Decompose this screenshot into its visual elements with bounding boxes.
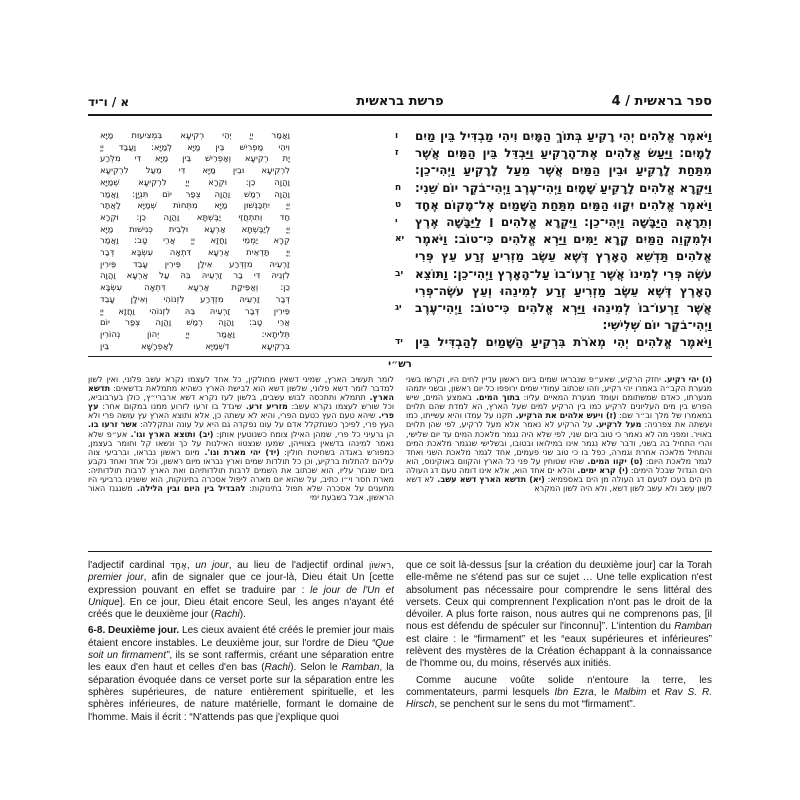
rashi-text: שהיו שטוחין על פני כל הארץ והקוום באוקינוס, הוא הים הגדול שבכל הימים: xyxy=(406,456,712,475)
header-rule xyxy=(88,114,712,116)
verse-number: יא xyxy=(395,234,405,245)
french-text-segment: que ce soit là-dessus [sur la création du deuxième jour] car la Torah elle-même ne s'étend pas sur ce sujet … Une telle explication n'est absolument pas nécessaire pour comprendre le sens littéral des versets. Ceux qui comprennent l'explication n'ont pas le droit de la dévoiler. A plus forte raison, nous autres qui ne comprenons pas, [il nous est défendu de spéculer sur l'inconnu]”. L'intention du xyxy=(406,560,712,633)
targum-line: יְיָ לְיַבֶּשְׁתָּא אַרְעָא וּלְבֵית כְּנִישׁוּת מַיָּא xyxy=(100,224,290,235)
torah-verse-text: עֹשֶׂה פְּרִי לְמִינוֹ אֲשֶׁר זַרְעוֹ־בוֹ עַל־הָאָרֶץ וַיְהִי־כֵן: וַתּוֹצֵא xyxy=(415,266,712,281)
rashi-text: באמצע המים, שיש הפרש בין מים העליונים לרקיע כמו בין הרקיע למים שעל הארץ, הא למדת שהם תלוים במאמרו של מלך וב״ר שם: xyxy=(406,393,712,421)
rashi-lemma: מזריע זרע. xyxy=(241,402,288,412)
french-text-segment: “Que soit un firmament” xyxy=(88,637,394,662)
torah-verse-text: אֲשֶׁר זַרְעוֹ־בוֹ לְמִינֵהוּ וַיַּרְא אֱלֹהִים כִּי־טוֹב: וַיְהִי־עֶרֶב xyxy=(415,301,712,316)
rashi-lemma: להבדיל בין היום ובין הלילה. xyxy=(132,484,246,494)
torah-verse-text: וּלְמִקְוֵה הַמַּיִם קָרָא יַמִּים וַיַּרְא אֱלֹהִים כִּי־טוֹב: וַיֹּאמֶר xyxy=(415,232,712,247)
rashi-lemma: (יא) תדשא הארץ דשא עשב. xyxy=(434,475,545,485)
rashi-text: לא דשא לשון עשב ולא עשב לשון דשא, ולא היה לשון המקרא xyxy=(406,475,712,494)
targum-line: יְיָ יִתְכַּנְּשׁוּן מַיָּא מִתְּחוֹת שְׁמַיָּא לַאֲתַר xyxy=(100,201,290,212)
torah-line xyxy=(391,231,712,248)
parsha-title: פרשת בראשית xyxy=(356,94,444,109)
targum-line: דְּבַר זַרְעֵיהּ מִזְדְּרַע לִזְנוֹהִי וְאִילָן עָבֵד xyxy=(100,294,290,305)
targum-line: וַאֲמַר יְיָ יְהֵי רְקִיעָא בִּמְצִיעוּת מַיָּא xyxy=(100,131,290,141)
hebrew-inline-word: אֶחָד xyxy=(170,561,187,571)
verse-number: יב xyxy=(395,268,404,279)
french-paragraph xyxy=(88,560,394,621)
french-text-segment: ). xyxy=(239,609,246,621)
french-text-segment: ]. En ce jour, Dieu était encore Seul, les anges n'ayant été créés que le deuxième jour ( xyxy=(88,596,394,621)
targum-onkelos-column xyxy=(100,131,290,353)
rashi-lemma: (יב) ותוצא הארץ וגו'. xyxy=(127,429,214,439)
verse-number: יד xyxy=(395,337,403,348)
french-text-segment: Ramban xyxy=(674,621,712,633)
french-paragraph xyxy=(406,675,712,712)
book-title-page-number: ספר בראשית / 4 xyxy=(611,94,712,109)
targum-line: אֲרֵי טָב: וַהֲוָה רְמַשׁ וַהֲוָה צְפַר יוֹם xyxy=(100,318,290,329)
french-text-segment: Ibn Ezra xyxy=(554,686,594,698)
rashi-text: מיום ראשון נבראו, וברביעי צוה עליהם להתלות ברקיע, וכן כל תולדות שמים וארץ נבראו מיום ראשון, וכל אחד ואחד נקבע ביום שנגזר עליו, הוא שכתוב את השמים לרבות תולדותיהם ואת הארץ לרבות תולדותיה: מארת חסר וי״ו כתיב, על שהוא יום מארה ליפול אסכרה בתינוקות, הוא ששנינו ברביעי היו מתענים על אסכרה שלא תפול בתינוקות: xyxy=(88,447,395,494)
rashi-lemma: אשר זרעו בו. xyxy=(88,420,138,430)
french-commentary-left-column xyxy=(88,560,394,728)
rashi-section-label: רש״י xyxy=(388,359,412,370)
rashi-lemma: (ט) יקוו המים. xyxy=(584,456,643,466)
targum-line: בִּרְקִיעָא דִשְׁמַיָּא לְאַפְרָשָׁא בֵּין xyxy=(100,341,290,352)
torah-verse-text: וַיֹּאמֶר אֱלֹהִים יְהִי מְאֹרֹת בִּרְקִיעַ הַשָּׁמַיִם לְהַבְדִּיל בֵּין xyxy=(415,335,712,350)
torah-verse-text: וַיֹּאמֶר אֱלֹהִים יִקָּווּ הַמַּיִם מִתַּחַת הַשָּׁמַיִם אֶל־מָקוֹם אֶחָד xyxy=(415,197,712,212)
torah-line xyxy=(391,334,712,351)
torah-line xyxy=(391,197,712,214)
verse-number: ט xyxy=(395,199,402,210)
french-text-segment: Ramban xyxy=(341,662,380,674)
rashi-text: משנגנז האור הראשון, אבל בשבעת ימי xyxy=(88,484,394,503)
french-text-segment: ). Selon le xyxy=(290,662,342,674)
rashi-column-left xyxy=(88,375,394,502)
rashi-text: על הרקיע לא נאמר אלא מעל לרקיע, לפי שהן תלוים באויר. ומפני מה לא נאמר כי טוב ביום שני, לפי שלא היה נגמר מלאכת המים עד יום שלישי, והרי התחיל בה בשני, ודבר שלא נגמר אינו במילואו ובטובו, ובשלישי שנגמר מלאכת המים והתחיל מלאכה אחרת וגמרה, כפל בו כי טוב שני פעמים, אחד לגמר מלאכת השני ואחד לגמר מלאכת היום: xyxy=(406,420,713,466)
torah-line xyxy=(391,145,712,162)
rashi-lemma: עץ פרי. xyxy=(88,402,394,421)
french-text-segment: Rachi xyxy=(214,609,240,621)
french-text-segment: , xyxy=(391,560,395,571)
targum-line: קְרָא יַמְמֵי וַחֲזָא יְיָ אֲרֵי טָב: וַאֲמַר xyxy=(100,236,290,247)
targum-line: יָת רְקִיעָא וְאַפְרֵישׁ בֵּין מַיָּא דִּי מִלְּרַע xyxy=(100,154,290,165)
french-text-segment: et xyxy=(646,686,665,698)
verse-number: ז xyxy=(395,148,399,159)
targum-line: זַרְעֵיהּ מִזְדְּרַע אִילַן פֵּירִין עָבֵד פֵּירִין xyxy=(100,259,290,270)
chapter-verse-ref: א / ו־יד xyxy=(88,95,130,109)
french-text-segment: est claire : le “firmament” et les “eaux supérieures et inférieures” relèvent des mystères de la Création échappant à la connaissance de l'homme ou, du moins, réservés aux initiés. xyxy=(406,633,712,670)
rashi-lemma: (ז) ויעש אלהים את הרקיע. xyxy=(512,411,617,421)
rashi-text: יחזק הרקיע, שאע״פ שנבראו שמים ביום ראשון עדיין לחים היו, וקרשו בשני מגערת הקב״ה באמרו יהי רקיע, וזהו שכתוב עמודי שמים ירופפו כל יום ראשון, ובשני יתמהו מגערתו, כאדם שמשתומם ועומד מגערת המאיים עליו: xyxy=(406,375,713,403)
french-text-segment: l'adjectif cardinal xyxy=(88,560,171,571)
rashi-lemma: בתוך המים. xyxy=(472,393,520,403)
rashi-lemma: תדשא הארץ. xyxy=(88,384,394,403)
rashi-text: הן גרעיני כל פרי, שמהן האילן צומח כשנוטעין אותן: xyxy=(213,429,394,439)
french-text-segment: Malbim xyxy=(614,686,647,698)
rashi-text: תקנו על עמדו והיא עשייתו, כמו ועשתה את צפרניה: xyxy=(406,411,712,430)
french-divider-rule xyxy=(88,551,712,552)
rashi-lemma: (ו) יהי רקיע. xyxy=(660,375,712,384)
rashi-lemma: (יד) יהי מארת וגו'. xyxy=(199,447,280,457)
targum-line: לִזְנֵיהּ דִּי בַר זַרְעֵיהּ בֵּהּ עַל אַרְעָא וַהֲוָה xyxy=(100,271,290,282)
french-text-segment: , xyxy=(186,560,196,571)
french-text-segment: 6-8. Deuxième jour. xyxy=(88,625,183,637)
rashi-text: לומר תעשיב הארץ, שמיני דשאין מחולקין, כל אחד לעצמו נקרא עשב פלוני, ואין לשון למדבר לומר דשא פלוני, שלשון דשא הוא לבישת הארץ כשהיא מתמלאת בדשאים: xyxy=(88,375,394,394)
french-text-segment: Rav S. R. Hirsch xyxy=(406,686,712,711)
torah-line xyxy=(391,180,712,197)
torah-verse-text: וַיְהִי־בֹקֶר יוֹם שְׁלִישִׁי: xyxy=(602,318,712,333)
rashi-lemma: (י) קרא ימים. xyxy=(574,465,629,475)
targum-line: פֵּירִין דְּבַר זַרְעֵיהּ בֵּהּ לִזְנוֹהִי וַחֲזָא יְיָ xyxy=(100,306,290,317)
targum-line: כֵן: וְאַפֵּיקַת אַרְעָא דִּתְאָה עִשְׂבָּא xyxy=(100,283,290,294)
torah-verse-text: וַיִּקְרָא אֱלֹהִים לָרָקִיעַ שָׁמָיִם וַיְהִי־עֶרֶב וַיְהִי־בֹקֶר יוֹם שֵׁנִי: xyxy=(415,180,712,195)
rashi-text: תתמלא ותתכסה לבוש עשבים, בלשון לעז נקרא דשא ארברי״ץ, כולן בערבוביא, וכל שורש לעצמו נקרא עשב: xyxy=(88,393,394,412)
torah-line xyxy=(391,283,712,300)
french-text-segment: , afin de signaler que ce jour-là, Dieu était Un [cette expression pouvant en effet se traduire par : xyxy=(88,572,394,596)
rashi-lemma: מעל לרקיע. xyxy=(592,420,642,430)
rashi-text: אע״פ שלא נאמר למינהו בדשאין בצווייהן, שמעו שנצטוו האילנות על כך ונשאו קל וחומר בעצמן, כמפורש באגדה בשחיטת חולין: xyxy=(88,429,395,457)
french-paragraph xyxy=(406,560,712,671)
torah-verse-text: וַיֹּאמֶר אֱלֹהִים יְהִי רָקִיעַ בְּתוֹךְ הַמָּיִם וִיהִי מַבְדִּיל בֵּין מַיִם xyxy=(415,129,712,143)
verse-number: ח xyxy=(395,182,402,193)
french-text-segment: Comme aucune voûte solide n'entoure la terre, les commentateurs, parmi lesquels xyxy=(406,674,712,698)
french-text-segment: , la séparation évoquée dans ce verset porte sur la séparation entre les sphères supérieures, de nature entièrement spirituelle, et les sphères inférieures, de nature matérielle, formant le domaine de l'homme. Mais il écrit : “N'attends pas que j'explique quoi xyxy=(88,662,394,723)
page-header xyxy=(88,94,712,114)
torah-verse-text: אֱלֹהִים תַּדְשֵׁא הָאָרֶץ דֶּשֶׁא עֵשֶׂב מַזְרִיעַ זֶרַע עֵץ פְּרִי xyxy=(415,249,712,264)
targum-line: תְּלִיתָאי: וַאֲמַר יְיָ יְהוֹן נְהוֹרִין xyxy=(100,329,290,340)
torah-verse-text: וְתֵרָאֶה הַיַּבָּשָׁה וַיְהִי־כֵן: וַיִּקְרָא אֱלֹהִים ׀ לַיַּבָּשָׁה אֶרֶץ xyxy=(415,215,712,230)
torah-line xyxy=(391,317,712,334)
french-text-segment: , le xyxy=(593,686,615,698)
verse-number: י xyxy=(395,217,398,228)
french-text-segment: un jour xyxy=(195,560,229,571)
verse-number: ו xyxy=(395,131,399,141)
torah-line xyxy=(391,214,712,231)
targum-line: וַהֲוָה כֵן: וּקְרָא יְיָ לִרְקִיעָא שְׁמַיָּא xyxy=(100,177,290,188)
hebrew-inline-word: רִאשׁוֹן xyxy=(368,561,392,571)
french-text-segment: Les cieux avaient été créés le premier jour mais étaient encore instables. Le deuxième jour, sur l'ordre de Dieu xyxy=(88,625,394,649)
torah-verse-text: הָאָרֶץ דֶּשֶׁא עֵשֶׂב מַזְרִיעַ זֶרַע לְמִינֵהוּ וְעֵץ עֹשֶׂה־פְּרִי xyxy=(415,283,712,298)
french-text-segment: premier jour xyxy=(88,572,144,584)
torah-line xyxy=(391,248,712,265)
rashi-text: שיגדל בו זרעו לזרוע ממנו במקום אחר: xyxy=(98,402,242,412)
french-paragraph xyxy=(88,625,394,723)
rashi-text: שיהא טעם העץ כטעם הפרי, והיא לא עשתה כן, אלא ותוצא הארץ עץ עושה פרי ולא העץ פרי, לפיכך כשנתקלל אדם על עונו נפקדה גם היא על עונה ונתקללה: xyxy=(88,411,394,430)
torah-verse-text: מִתַּחַת לָרָקִיעַ וּבֵין הַמַּיִם אֲשֶׁר מֵעַל לָרָקִיעַ וַיְהִי־כֵן: xyxy=(415,163,712,178)
targum-line: וִיהֵי מַפְרִישׁ בֵּין מַיָּא לְמַיָּא: וַעֲבַד יְיָ xyxy=(100,142,290,153)
torah-line xyxy=(391,162,712,179)
french-text-segment: Rachi xyxy=(264,662,291,674)
french-commentary-right-column xyxy=(406,560,712,728)
torah-line xyxy=(391,266,712,283)
french-text-segment: , se penchent sur le sens du mot “firmament”. xyxy=(434,699,636,711)
torah-line xyxy=(391,300,712,317)
targum-line: לִרְקִיעָא וּבֵין מַיָּא דִּי מֵעַל לִרְקִיעָא xyxy=(100,166,290,177)
rashi-commentary-section xyxy=(88,375,712,502)
torah-verse-text: לָמָיִם: וַיַּעַשׂ אֱלֹהִים אֶת־הָרָקִיעַ וַיַּבְדֵּל בֵּין הַמַּיִם אֲשֶׁר xyxy=(415,146,712,161)
torah-text-column xyxy=(391,128,712,352)
targum-line: וַהֲוָה רְמַשׁ וַהֲוָה צְפַר יוֹם תִּנְיָן: וַאֲמַר xyxy=(100,189,290,200)
french-text-segment: le jour de l'Un et Unique xyxy=(88,584,394,608)
rashi-column-right xyxy=(406,375,712,502)
rashi-text: והלא ים אחד הוא, אלא אינו דומה טעם דג העולה מן הים בעכו לטעם דג העולה מן הים באספמיא: xyxy=(406,465,712,485)
french-commentary-section xyxy=(88,560,712,728)
targum-line: חַד וְתִתְחֲזֵי יַבֶּשְׁתָּא וַהֲוָה כֵן: וּקְרָא xyxy=(100,212,290,223)
targum-line: יְיָ תַּדְאֵית אַרְעָא דִּתְאָה עִשְׂבָּא דְּבַר xyxy=(100,248,290,259)
french-text-segment: , au lieu de l'adjectif ordinal xyxy=(228,560,369,571)
torah-line xyxy=(391,128,712,145)
verse-number: יג xyxy=(395,303,402,314)
rashi-divider-rule xyxy=(88,356,712,357)
french-text-segment: , ils se sont raffermis, créant une séparation entre les eaux d'en haut et celles d'en bas ( xyxy=(88,650,394,674)
